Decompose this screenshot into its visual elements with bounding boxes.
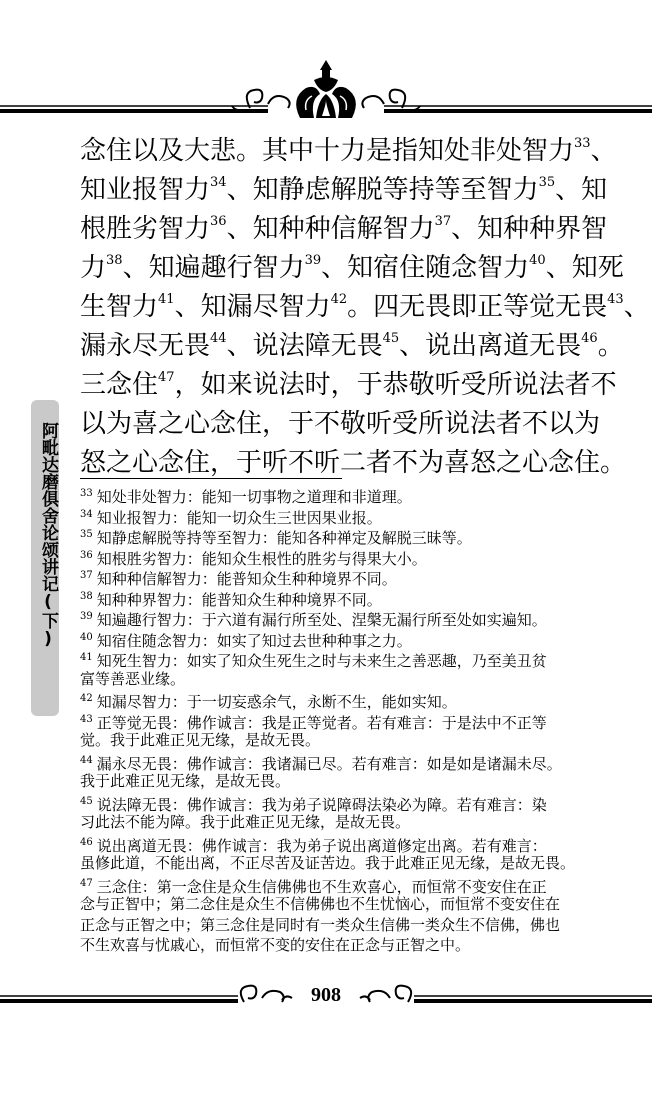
footnote-ref: 39: [304, 253, 322, 268]
footnote-line: [80, 792, 602, 813]
header-ornament: [0, 58, 652, 122]
footnote-line: [80, 771, 602, 792]
footnote-text: 知死生智力：如实了知众生死生之时与未来生之善恶趣，乃至美丑贫: [96, 652, 547, 670]
body-line: [80, 171, 608, 210]
footnote-text: 正念与正智之中；第三念住是同时有一类众生信佛一类众生不信佛，佛也: [80, 915, 561, 934]
body-text-run: 漏永尽无畏: [80, 331, 211, 361]
body-line: [80, 366, 617, 405]
footnote-line: [80, 915, 602, 936]
footnote-line: [80, 607, 602, 628]
footnote-text: 知种种信解智力：能普知众生种种境界不同。: [96, 570, 397, 588]
footnote-ref: 35: [538, 175, 556, 190]
footnote-text: 富等善恶业缘。: [80, 669, 186, 688]
footnote-text: 漏永尽无畏：佛作诚言：我诸漏已尽。若有难言：如是如是诸漏未尽。: [96, 754, 562, 773]
footnote-text: 不生欢喜与忧戚心，而恒常不变的安住在正念与正智之中。: [80, 936, 471, 954]
footer-cloud-left-icon: [241, 986, 292, 1002]
footnote-text: 知根胜劣智力：能知众生根性的胜劣与得果大小。: [96, 549, 427, 568]
body-text-run: 、知遍趣行智力: [122, 253, 305, 283]
body-text-run: 怒之心念住，于听不听二者不为喜怒之心念住。: [80, 448, 627, 478]
main-body-text: [80, 132, 650, 483]
body-text-run: 、知种种界智: [451, 214, 608, 244]
footnote-number: 46: [80, 836, 93, 848]
footnote-ref: 44: [210, 331, 227, 346]
footnote-number: 35: [80, 529, 93, 540]
footnote-text: 三念住：第一念住是众生信佛佛也不生欢喜心，而恒常不变安住在正: [96, 877, 547, 896]
footnote-text: 知处非处智力：能知一切事物之道理和非道理。: [96, 488, 412, 506]
footnote-number: 43: [80, 713, 93, 725]
footnote-ref: 40: [529, 253, 546, 268]
body-text-run: 知业报智力: [80, 175, 211, 205]
body-line: [80, 405, 600, 444]
body-text-run: 念住以及大悲。其中十力是指知处非处智力: [80, 136, 575, 166]
body-text-run: 以为喜之心念住，于不敬听受所说法者不以为: [80, 409, 601, 439]
footnote-line: [80, 935, 602, 956]
footnote-text: 说法障无畏：佛作诚言：我为弟子说障碍法染必为障。若有难言：染: [96, 795, 547, 814]
footnote-ref: 36: [210, 214, 227, 229]
footnote-ref: 34: [210, 175, 227, 190]
footnote-text: 知业报智力：能知一切众生三世因果业报。: [96, 508, 382, 527]
footnote-separator: [80, 478, 342, 479]
footnote-number: 36: [80, 549, 93, 561]
body-line: [80, 288, 650, 327]
footnote-line: [80, 751, 602, 772]
footnote-ref: 37: [434, 214, 452, 229]
footnote-number: 37: [80, 570, 93, 581]
footnote-line: [80, 587, 602, 608]
footnote-number: 38: [80, 590, 93, 602]
footnote-text: 念与正智中；第二念住是众生不信佛佛也不生忧恼心，而恒常不变安住在: [80, 895, 561, 913]
body-text-run: 、知死: [545, 253, 624, 283]
footnote-text: 知静虑解脱等持等至智力：能知各种禅定及解脱三昧等。: [96, 529, 472, 547]
footnote-text: 习此法不能为障。我于此难正见无缘，是故无畏。: [80, 813, 411, 831]
footnote-text: 知漏尽智力：于一切妄惑余气，永断不生，能如实知。: [96, 693, 457, 711]
body-text-run: 根胜劣智力: [80, 214, 211, 244]
footnote-line: [80, 566, 602, 587]
body-text-run: 、知: [555, 175, 608, 205]
footnote-number: 42: [80, 693, 93, 704]
footnote-line: [80, 546, 602, 567]
footnote-ref: 47: [158, 370, 175, 385]
body-text-run: 、: [590, 136, 617, 166]
footnote-line: [80, 710, 602, 731]
footnote-line: [80, 505, 602, 526]
footnote-line: [80, 853, 602, 874]
footnote-text: 虽修此道，不能出离，不正尽苦及证苦边。我于此难正见无缘，是故无畏。: [80, 854, 576, 872]
footer-cloud-right-icon: [360, 986, 411, 1002]
footnote-line: [80, 648, 602, 669]
footnote-ref: 33: [574, 136, 591, 151]
footnote-text: 知遍趣行智力：于六道有漏行所至处、涅槃无漏行所至处如实遍知。: [96, 611, 547, 629]
footnote-line: [80, 812, 602, 833]
book-title-vertical: 阿毗达磨俱舍论颂讲记(下): [38, 422, 58, 649]
footnote-line: [80, 730, 602, 751]
cloud-scroll-right-icon: [362, 90, 420, 111]
body-text-run: 。: [597, 331, 624, 361]
footnote-line: [80, 894, 602, 915]
body-line: [80, 327, 624, 366]
footnotes: [80, 484, 602, 956]
footnote-ref: 42: [330, 292, 348, 307]
body-text-run: 生智力: [80, 292, 159, 322]
footnote-ref: 43: [607, 292, 624, 307]
footnote-text: 知种种界智力：能普知众生种种境界不同。: [96, 590, 382, 609]
footnote-line: [80, 874, 602, 895]
page-number: 908: [311, 984, 341, 1006]
footnote-number: 40: [80, 631, 93, 643]
footnote-text: 我于此难正见无缘，是故无畏。: [80, 772, 291, 790]
body-text-run: ，如来说法时，于恭敬听受所说法者不: [174, 370, 617, 400]
body-text-run: 、知宿住随念智力: [321, 253, 530, 283]
footnote-number: 34: [80, 508, 93, 520]
body-text-run: 、说法障无畏: [226, 331, 383, 361]
footnote-line: [80, 669, 602, 690]
footnote-ref: 45: [382, 331, 400, 346]
footnote-line: [80, 689, 602, 710]
body-line: [80, 249, 624, 288]
footnote-number: 47: [80, 877, 93, 889]
footnote-number: 41: [80, 652, 93, 663]
footnote-line: [80, 525, 602, 546]
footnote-number: 45: [80, 795, 93, 807]
body-text-run: 。四无畏即正等觉无畏: [347, 292, 608, 322]
footnote-text: 知宿住随念智力：如实了知过去世种种事之力。: [96, 631, 412, 650]
body-text-run: 、知漏尽智力: [174, 292, 331, 322]
body-text-run: 、: [623, 292, 650, 322]
footnote-ref: 46: [581, 331, 598, 346]
body-text-run: 、说出离道无畏: [399, 331, 582, 361]
vajra-emblem-icon: [296, 60, 356, 118]
footnote-ref: 38: [106, 253, 123, 268]
body-line: [80, 132, 617, 171]
body-line: [80, 210, 608, 249]
body-text-run: 、知静虑解脱等持等至智力: [226, 175, 539, 205]
body-text-run: 力: [80, 253, 107, 283]
side-title-tab: [31, 400, 59, 716]
footnote-line: [80, 833, 602, 854]
footnote-line: [80, 628, 602, 649]
footnote-number: 33: [80, 488, 93, 499]
footnote-text: 觉。我于此难正见无缘，是故无畏。: [80, 731, 321, 749]
cloud-scroll-left-icon: [232, 90, 290, 111]
footnote-number: 44: [80, 754, 93, 766]
footnote-line: [80, 484, 602, 505]
body-text-run: 三念住: [80, 370, 159, 400]
footnote-text: 正等觉无畏：佛作诚言：我是正等觉者。若有难言：于是法中不正等: [96, 713, 547, 732]
footnote-number: 39: [80, 611, 93, 622]
footnote-ref: 41: [158, 292, 175, 307]
body-text-run: 、知种种信解智力: [226, 214, 435, 244]
footnote-text: 说出离道无畏：佛作诚言：我为弟子说出离道修定出离。若有难言：: [96, 836, 547, 855]
